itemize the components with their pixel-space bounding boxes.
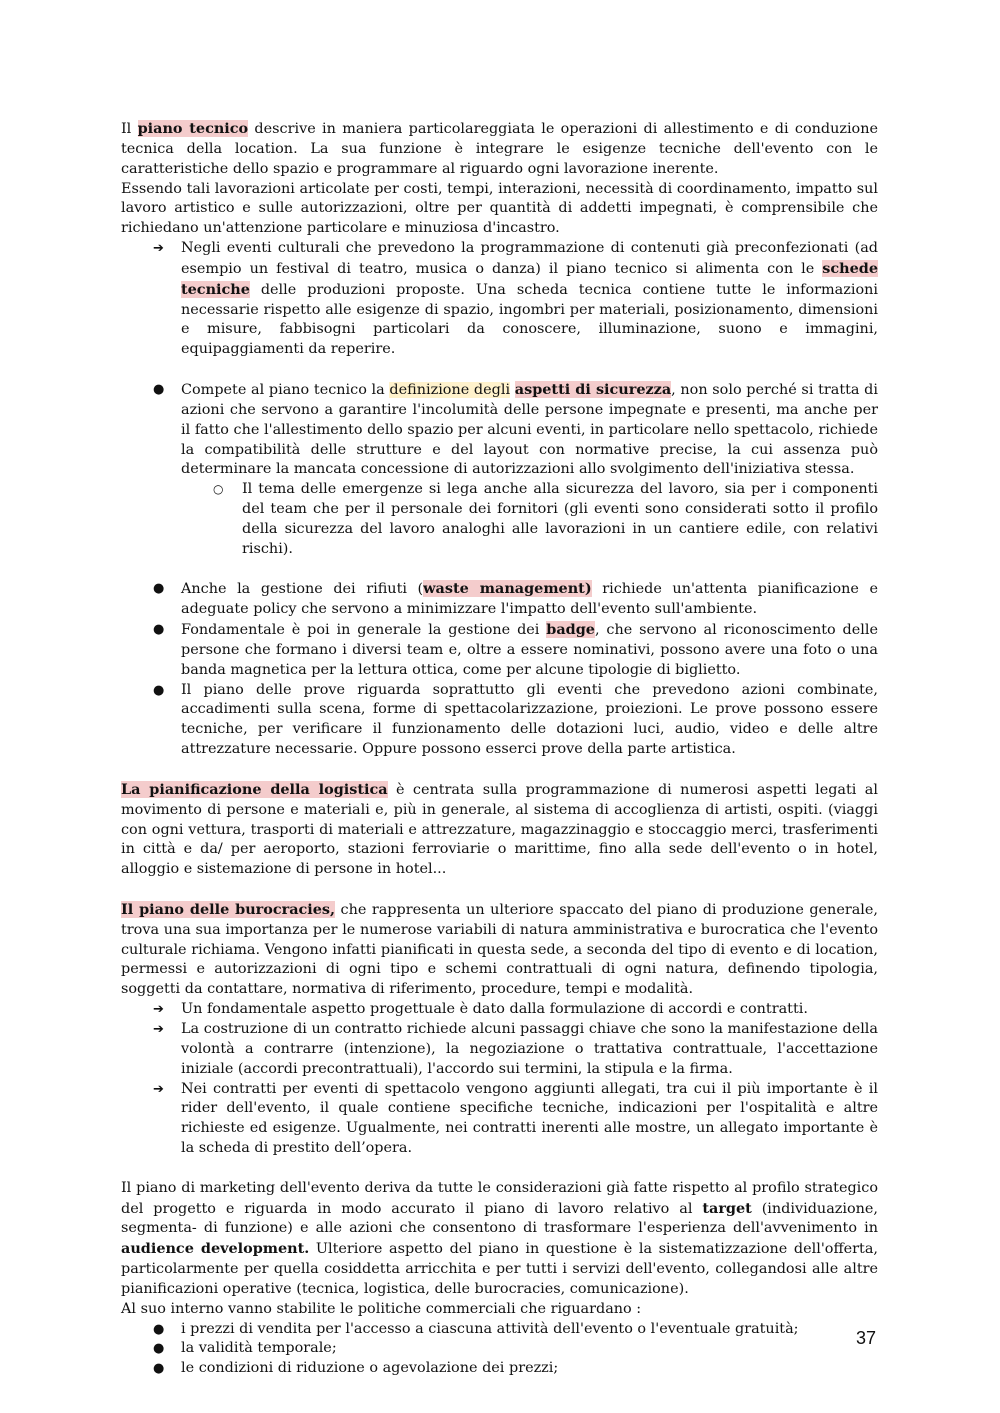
list-item: ● Fondamentale è poi in generale la gestione dei badge, che servono al riconoscimento delle persone che formano i diversi team e, oltre a essere nominativi, possono avere una foto o una banda magnetica per la lettura ottica, come per alcune tipologie di biglietto. bbox=[153, 621, 878, 678]
bullet-icon: ● bbox=[153, 682, 165, 698]
bullet-list-politiche bbox=[121, 1320, 878, 1380]
bullet-icon: ● bbox=[153, 1321, 165, 1337]
document-page bbox=[121, 119, 878, 1379]
list-item: ● i prezzi di vendita per l'accesso a ciascuna attività dell'evento o l'eventuale gratuità; bbox=[121, 1320, 878, 1340]
paragraph-burocracies: Il piano delle burocracies, che rappresenta un ulteriore spaccato del piano di produzione generale, trova una sua importanza per le numerose variabili di natura amministrativa e burocratica che l'evento culturale richiama. Vengono infatti pianificati in questa sede, a seconda del tipo di evento e di location, permessi e autorizzazioni di ogni tipo e schemi contrattuali di ogni natura, definendo tipologia, soggetti da contattare, normativa di riferimento, procedure, tempi e modalità. bbox=[121, 900, 878, 998]
highlight-piano-tecnico: piano tecnico bbox=[137, 120, 249, 137]
list-item: ● la validità temporale; bbox=[121, 1339, 878, 1359]
highlight-waste-management: waste management) bbox=[423, 580, 592, 598]
list-item: ➔ Nei contratti per eventi di spettacolo vengono aggiunti allegati, tra cui il più importante è il rider dell'evento, il quale contiene specifiche tecniche, indicazioni per l'ospitalità e altre richieste ed esigenze. Ugualmente, nei contratti inerenti alle mostre, un allegato importante è la scheda di prestito dell’opera. bbox=[153, 1080, 878, 1157]
arrow-list-schede bbox=[121, 239, 878, 360]
paragraph-politiche: Al suo interno vanno stabilite le politiche commerciali che riguardano : bbox=[121, 1300, 642, 1317]
bold-audience-development: audience development. bbox=[121, 1240, 310, 1258]
list-item: ● Il piano delle prove riguarda soprattutto gli eventi che prevedono azioni combinate, accadimenti sulla scena, forme di spettacolarizzazione, proiezioni. Le prove possono essere tecniche, per verificare il funzionamento delle dotazioni luci, audio, video e delle altre attrezzature necessarie. Oppure possono esserci prove della parte artistica. bbox=[153, 681, 878, 758]
paragraph-marketing: Il piano di marketing dell'evento deriva da tutte le considerazioni già fatte rispetto al profilo strategico del progetto e riguarda in modo accurato il piano di lavoro relativo al target (individuazione, segmenta- di funzione) e alle azioni che consentono di trasformare l'esperienza dell'avvenimento in audience development. Ulteriore aspetto del piano in questione è la sistematizzazione dell'offerta, particolarmente per quella cosiddetta arricchita e per tutti i servizi dell'evento, collegandosi alle altre pianificazioni operative (tecnica, logistica, delle burocracies, comunicazione). bbox=[121, 1179, 878, 1297]
paragraph-logistica: La pianificazione della logistica è centrata sulla programmazione di numerosi aspetti legati al movimento di persone e materiali e, più in generale, al sistema di accoglienza di artisti, ospiti. (viaggi con ogni vettura, trasporti di materiali e attrezzature, magazzinaggio e stoccaggio merci, trasferimenti in città e da/ per aeroporto, stazioni ferroviarie o marittime, fino alla sede dell'evento o in hotel, alloggio e sistemazione di persone in hotel... bbox=[121, 780, 878, 878]
list-item: ➔ La costruzione di un contratto richiede alcuni passaggi chiave che sono la manifestazione della volontà a contrarre (intenzione), la negoziazione o trattativa contrattuale, l'accettazione iniziale (accordi precontrattuali), l'accordo sui termini, la stipula e la firma. bbox=[153, 1020, 878, 1077]
circle-bullet-icon: ○ bbox=[213, 482, 224, 497]
bullet-icon: ● bbox=[153, 1361, 165, 1377]
list-item: ● Compete al piano tecnico la definizione degli aspetti di sicurezza, non solo perché si tratta di azioni che servono a garantire l'incolumità delle persone impegnate e presenti, ma anche per il fatto che l'allestimento dello spazio per alcuni eventi, in particolare nello spettacolo, richiede la compatibilità delle strutture e del layout con normative precise, la cui assenza può determinare la mancata concessione di autorizzazioni allo svolgimento dell'iniziativa stessa. bbox=[153, 380, 878, 478]
bullet-icon: ● bbox=[153, 622, 165, 638]
arrow-icon: ➔ bbox=[153, 241, 164, 257]
list-item: ➔ Negli eventi culturali che prevedono la programmazione di contenuti già preconfezionati (ad esempio un festival di teatro, musica o danza) il piano tecnico si alimenta con le schede tecniche delle produzioni proposte. Una scheda tecnica contiene tutte le informazioni necessarie rispetto alle esigenze di spazio, ingombri per materiali, posizionamento, dimensioni e misure, fabbisogni particolari da conoscere, illuminazione, suono e immagini, equipaggiamenti da reperire. bbox=[153, 240, 878, 358]
highlight-definizione: definizione degli bbox=[389, 381, 511, 398]
highlight-logistica: La pianificazione della logistica bbox=[121, 780, 388, 798]
sub-list-item: ○ Il tema delle emergenze si lega anche alla sicurezza del lavoro, sia per i componenti del team che per il personale dei fornitori (gli eventi sono considerati sotto il profilo della sicurezza del lavoro analoghi alle lavorazioni in un cantiere edile, con relativi rischi). bbox=[213, 481, 878, 557]
list-item: ➔ Un fondamentale aspetto progettuale è dato dalla formulazione di accordi e contratti. bbox=[121, 1000, 878, 1020]
bullet-icon: ● bbox=[153, 581, 165, 597]
list-item: ● le condizioni di riduzione o agevolazione dei prezzi; bbox=[121, 1359, 878, 1379]
arrow-icon: ➔ bbox=[153, 1081, 164, 1097]
highlight-badge: badge bbox=[546, 621, 595, 639]
bold-target: target bbox=[702, 1199, 752, 1217]
bullet-list-gestione bbox=[121, 579, 878, 760]
list-item: ● Anche la gestione dei rifiuti (waste management) richiede un'attenta pianificazione e adeguate policy che servono a minimizzare l'impatto dell'evento sull'ambiente. bbox=[153, 580, 878, 618]
arrow-icon: ➔ bbox=[153, 1021, 164, 1037]
paragraph-lavorazioni: Essendo tali lavorazioni articolate per costi, tempi, interazioni, necessità di coordinamento, impatto sul lavoro artistico e sulle autorizzazioni, oltre per quantità di addetti impegnati, è comprensibile che richiedano un'attenzione particolare e minuziosa d'incastro. bbox=[121, 180, 878, 237]
bullet-icon: ● bbox=[153, 381, 165, 397]
highlight-burocracies: Il piano delle burocracies, bbox=[121, 900, 336, 918]
highlight-schede-tecniche: schede tecniche bbox=[181, 259, 878, 298]
paragraph-piano-tecnico: Il piano tecnico descrive in maniera particolareggiata le operazioni di allestimento e di conduzione tecnica della location. La sua funzione è integrare le esigenze tecniche dell'evento con le caratteristiche dello spazio e programmare al riguardo ogni lavorazione inerente. bbox=[121, 120, 878, 177]
bullet-list-sicurezza bbox=[121, 380, 878, 560]
highlight-aspetti-sicurezza: aspetti di sicurezza bbox=[514, 380, 672, 398]
arrow-list-contratti bbox=[121, 1000, 878, 1159]
bullet-icon: ● bbox=[153, 1341, 165, 1357]
page-number: 37 bbox=[856, 1328, 877, 1348]
arrow-icon: ➔ bbox=[153, 1002, 164, 1018]
